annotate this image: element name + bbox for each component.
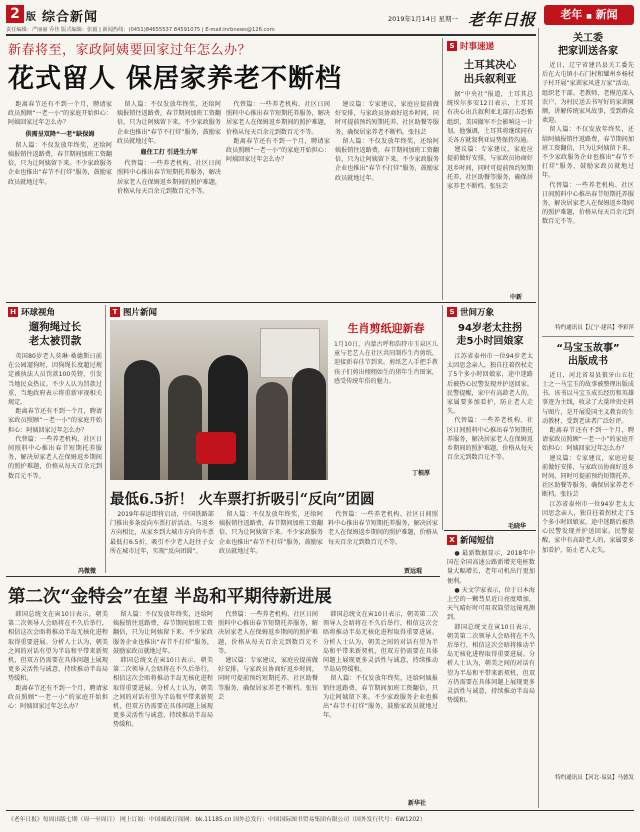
world-body [447,352,533,520]
right-story-title-line: 出版成书 [568,355,608,367]
summit-paragraph: 距离春节还有不到一个月，聘请家政员照顾“一老一小”的家庭开始担心：阿姨回家过年怎么办？ [8,684,108,711]
lead-paragraph: 代替篇：一些养老机构、社区日间照料中心推出春节短期托养服务，解决居家老人在保姆返乡期间的照护难题，价格从每天百余元到数百元不等。 [226,101,330,136]
lead-subhead: 雇住工打 引进生力军 [140,149,198,157]
short-news-body [447,90,533,290]
short-news-title-line: 土耳其决心 [463,59,517,71]
right-story-paragraph: 近日，辽宁省建昌县关工委先后在大屯镇小石门村和耀州乡杨杖子村开展“家训家风进万家”活动，组织老干部、老教师、老模范深入农户，为村民送去书写好的家训匾额，讲解传统家风故事，受到群众欢迎。 [542,62,634,125]
right-column [542,28,634,808]
h-rule-3 [444,530,536,531]
right-story-paragraph: 江苏省泰州市一位94岁老太太因思念亲人，独自拄着拐杖走了5个多小时回娘家，途中迷路后被热心民警发现并护送回家。民警提醒，家中有高龄老人的，家属要多加看护，防止老人走失。 [542,500,634,554]
right-story-1-body [542,61,634,321]
short-news-header [447,39,494,53]
env-title-line: 遛狗绳过长 [28,321,82,333]
lead-column-3 [226,100,330,300]
lead-paragraph: 代替篇：一些养老机构、社区日间照料中心推出春节短期托养服务，解决居家老人在保姆返乡期间的照护难题，价格从每天百余元到数百元不等。 [117,160,221,195]
right-story-1-byline: 特约通讯员【辽宁·建昌】李彩萍 [555,325,634,331]
world-tag: 世间万象 [460,308,495,318]
short-news-title [447,58,533,86]
col-divider [105,305,106,573]
photo-papercut [196,432,236,464]
short-news-tag: 时事速递 [460,42,495,52]
brief-paragraph: 韩国总统文在寅10日表示，朝美第二次领导人会晤将在不久后举行，相信这次会晤将推动半岛无核化进程取得重要进展。分析人士认为，朝美之间的对话有望为半岛和平带来新契机，但双方仍需要在具体问题上展现更多灵活性与诚意，持续推动半岛局势缓和。 [447,623,535,705]
right-story-title-line: 把家训送各家 [558,46,618,57]
env-paragraph: 代替篇：一些养老机构、社区日间照料中心推出春节短期托养服务，解决居家老人在保姆返乡期间的照护难题，价格从每天百余元到数百元不等。 [8,435,102,480]
col-divider [442,38,443,300]
train-body-2 [219,510,323,566]
env-body [8,352,102,564]
right-story-2-body [542,371,634,771]
world-title [447,322,533,348]
right-col-divider [538,28,539,808]
short-news-paragraph: 建议篇：专家建议，家庭应提前做好安排，与家政员协商好返乡时间，同时可提前预约短期托养、社区助餐等服务，确保居家养老不断档。张钰芸 [447,146,533,191]
short-news-byline: 中新 [510,294,523,301]
section-tab-right: 新闻 [595,8,618,21]
photo-person [124,360,160,480]
env-tag: 环球视角 [21,308,56,318]
photo-caption: 1月10日，内蒙古呼和浩特市玉泉区儿童与老艺人在社区共同制作生肖剪纸，迎接新春佳节到来。剪纸艺人手把手教孩子们剪出栩栩如生的猪年生肖图案，感受传统年俗的魅力。 [334,341,438,385]
summit-column-1 [8,610,108,806]
bullet-icon: ● [454,550,460,557]
right-story-title-line: 关工委 [573,33,603,44]
lead-paragraph: 建议篇：专家建议，家庭应提前做好安排，与家政员协商好返乡时间，同时可提前预约短期托养、社区助餐等服务，确保居家养老不断档。张钰芸 [335,101,439,136]
short-news-title-line: 出兵叙利亚 [463,73,517,85]
brief-tag: 新闻短信 [460,536,495,546]
lead-paragraph: 留人篇：不仅发放年终奖，还给阿姨报销往返路费，春节期间加班工资翻倍，只为让阿姨留下来。不少家政服务企业也推出“春节不打烊”服务，鼓励家政员就地过年。 [117,101,221,145]
photo-header [110,305,157,319]
photo-person [256,382,288,480]
summit-paragraph: 韩国总统文在寅10日表示，朝美第二次领导人会晤将在不久后举行，相信这次会晤将推动半岛无核化进程取得重要进展。分析人士认为，朝美之间的对话有望为半岛和平带来新契机，但双方仍需要在具体问题上展现更多灵活性与诚意，持续推动半岛局势缓和。 [113,657,213,729]
train-body-3 [328,510,438,566]
section-s-icon: S [447,41,457,51]
masthead [6,5,634,33]
tab-divider-icon: ■ [586,13,592,20]
lead-headline: 花式留人 保居家养老不断档 [8,64,343,94]
summit-paragraph: 建议篇：专家建议，家庭应提前做好安排，与家政员协商好返乡时间，同时可提前预约短期托养、社区助餐等服务，确保居家养老不断档。张钰芸 [218,657,318,701]
env-header [8,305,55,319]
train-body-1 [110,510,214,566]
masthead-rule [6,34,536,36]
lead-paragraph: 距离春节还有不到一个月，聘请家政员照顾“一老一小”的家庭开始担心：阿姨回家过年怎么办？ [8,101,112,127]
section-title: 综合新闻 [42,10,99,25]
lead-column-1 [8,100,112,300]
right-story-paragraph: 建议篇：专家建议，家庭应提前做好安排，与家政员协商好返乡时间，同时可提前预约短期托养、社区助餐等服务，确保居家养老不断档。张钰芸 [542,454,634,499]
right-story-paragraph: 代替篇：一些养老机构、社区日间照料中心推出春节短期托养服务，解决居家老人在保姆返乡期间的照护难题，价格从每天百余元到数百元不等。 [542,181,634,226]
world-byline: 毛晓华 [508,523,527,530]
summit-column-2 [113,610,213,806]
summit-column-3 [218,610,318,806]
right-story-1-title [542,32,634,58]
train-byline: 贾远琨 [404,568,423,575]
env-byline: 冯微微 [78,568,97,575]
world-title-line: 走5小时回娘家 [456,336,524,347]
section-t-icon: T [110,307,120,317]
brief-item-text: 最新数据显示，2018年中国在全国高速公路新增充电桩数量大幅增长，老年司机出行更加便利。 [447,550,535,585]
short-news-paragraph: 据“中央社”报道，土耳其总统埃尔多安12日表示，土耳其有决心出兵叙利亚北部打击恐怖组织，美国撤军不会影响这一计划。他强调，土耳其将继续同有关各方就叙利亚局势保持沟通。 [447,91,533,145]
world-title-line: 94岁老太拄拐 [458,323,522,334]
footer-rule [6,810,634,811]
right-story-paragraph: 留人篇：不仅发放年终奖，还给阿姨报销往返路费，春节期间加班工资翻倍，只为让阿姨留下来。不少家政服务企业也推出“春节不打烊”服务，鼓励家政员就地过年。 [542,126,634,180]
newspaper-logo: 老年日报 [468,10,537,29]
right-story-paragraph: 距离春节还有不到一个月，聘请家政员照顾“一老一小”的家庭开始担心：阿姨回家过年怎么办？ [542,427,634,453]
lead-kicker: 新春将至，家政阿姨要回家过年怎么办？ [8,43,252,58]
photo-person [292,368,326,480]
lead-column-4 [335,100,439,300]
train-paragraph: 2019年春运即将启动，中国铁路部门推出多条反向车票打折活动。与返乡方向相比，从家乡到大城市方向的车票最低打6.5折，吸引不少老人赶往子女所在城市过年，实现“反向团圆”。 [110,511,214,555]
section-tab [544,5,634,25]
summit-paragraph: 留人篇：不仅发放年终奖，还给阿姨报销往返路费，春节期间加班工资翻倍，只为让阿姨留下来。不少家政服务企业也推出“春节不打烊”服务，鼓励家政员就地过年。 [113,611,213,655]
env-title-line: 老太被罚款 [28,335,82,347]
photo-byline: 丁根厚 [412,470,431,477]
summit-paragraph: 韩国总统文在寅10日表示，朝美第二次领导人会晤将在不久后举行，相信这次会晤将推动半岛无核化进程取得重要进展。分析人士认为，朝美之间的对话有望为半岛和平带来新契机，但双方仍需要在具体问题上展现更多灵活性与诚意，持续推动半岛局势缓和。 [323,611,438,674]
photo-caption-title: 生肖剪纸迎新春 [347,322,425,335]
env-title [8,320,102,348]
h-rule-1 [6,302,536,303]
bullet-icon: ● [454,586,460,594]
summit-headline: 第二次“金特会”在望 半岛和平期待新进展 [8,587,332,607]
summit-byline: 新华社 [408,800,427,807]
photo-person [168,375,202,480]
brief-item [447,586,535,623]
train-headline: 最低6.5折！ 火车票打折吸引“反向”团圆 [110,491,375,508]
summit-paragraph: 留人篇：不仅发放年终奖，还给阿姨报销往返路费，春节期间加班工资翻倍，只为让阿姨留下来。不少家政服务企业也推出“春节不打烊”服务，鼓励家政员就地过年。 [323,675,438,720]
world-paragraph: 江苏省泰州市一位94岁老太太因思念亲人，独自拄着拐杖走了5个多小时回娘家，途中迷路后被热心民警发现并护送回家。民警提醒，家中有高龄老人的，家属要多加看护，防止老人走失。 [447,353,533,416]
lead-paragraph: 距离春节还有不到一个月，聘请家政员照顾“一老一小”的家庭开始担心：阿姨回家过年怎么办？ [226,137,330,164]
right-story-paragraph: 近日，河北省易县狼牙山五壮士之一马宝玉的故事被整理出版成书。该书以马宝玉成长经历和英雄事迹为主线，收录了大量珍贵史料与图片，是开展爱国主义教育的生动教材，受到老读者广泛好评。 [542,371,634,425]
section-tab-left: 老年 [560,8,583,21]
h-rule-2 [6,576,440,577]
staff-line: 责任编辑：严丽丽 乔佳 版式编辑：张毅 | 新闻热线：(0451)84655537 84591075 | E-mail:lnrbnews@126.com [6,27,275,33]
col-divider [442,305,443,530]
section-h-icon: H [8,307,18,317]
brief-item [447,549,535,586]
section-x-icon: X [447,535,457,545]
right-story-2-title [542,342,634,368]
right-story-2-byline: 特约通讯员【河北·易县】马德发 [555,774,634,781]
brief-item-text: 天文学家表示，位于日本海上空的一颗彗星近日亮度增加，天气晴好时可用双筒望远镜观测到。 [447,586,535,622]
train-paragraph: 留人篇：不仅发放年终奖，还给阿姨报销往返路费，春节期间加班工资翻倍，只为让阿姨留下来。不少家政服务企业也推出“春节不打烊”服务，鼓励家政员就地过年。 [219,511,323,555]
page-number-badge [6,5,24,23]
page-number: 2 [10,6,20,22]
right-story-divider [542,336,634,337]
section-s-icon: S [447,307,457,317]
env-paragraph: 英国80岁老人莫琳·桑德斯日前在公园遛狗时，因狗绳长度超过规定被执法人员罚款100英镑，引发当地民众热议。不少人认为罚款过重，当地政府表示将重新审视相关规定。 [8,353,102,407]
world-header [447,305,494,319]
lead-paragraph: 留人篇：不仅发放年终奖，还给阿姨报销往返路费，春节期间加班工资翻倍，只为让阿姨留下来。不少家政服务企业也推出“春节不打烊”服务，鼓励家政员就地过年。 [335,137,439,182]
env-paragraph: 距离春节还有不到一个月，聘请家政员照顾“一老一小”的家庭开始担心：阿姨回家过年怎么办？ [8,408,102,434]
issue-date: 2019年1月14日 星期一 [388,15,459,23]
brief-body [447,549,535,799]
right-story-title-line: “马宝玉故事” [556,342,620,354]
lead-paragraph: 留人篇：不仅发放年终奖，还给阿姨报销往返路费，春节期间加班工资翻倍，只为让阿姨留下来。不少家政服务企业也推出“春节不打烊”服务，鼓励家政员就地过年。 [8,141,112,186]
summit-column-4 [323,610,438,798]
page-suffix: 版 [26,12,36,23]
lead-subhead: 供需呈双降“一老”缺保姆 [25,130,95,138]
summit-paragraph: 韩国总统文在寅10日表示，朝美第二次领导人会晤将在不久后举行，相信这次会晤将推动半岛无核化进程取得重要进展。分析人士认为，朝美之间的对话有望为半岛和平带来新契机，但双方仍需要在具体问题上展现更多灵活性与诚意，持续推动半岛局势缓和。 [8,611,108,683]
lead-column-2 [117,100,221,300]
news-photo [110,320,328,480]
footer-text: 《老年日报》每周出版七期（周一至周日） 网上订阅：中国邮政订阅网：bk.11185.cn 国外总发行：中国国际图书贸易集团有限公司（国外发行代号：6W1202） [8,817,426,823]
summit-paragraph: 代替篇：一些养老机构、社区日间照料中心推出春节短期托养服务，解决居家老人在保姆返乡期间的照护难题，价格从每天百余元到数百元不等。 [218,611,318,655]
photo-tag: 图片新闻 [123,308,158,318]
world-paragraph: 代替篇：一些养老机构、社区日间照料中心推出春节短期托养服务，解决居家老人在保姆返乡期间的照护难题，价格从每天百余元到数百元不等。 [447,417,533,462]
train-paragraph: 代替篇：一些养老机构、社区日间照料中心推出春节短期托养服务，解决居家老人在保姆返乡期间的照护难题，价格从每天百余元到数百元不等。 [328,511,438,546]
brief-header [447,533,494,547]
